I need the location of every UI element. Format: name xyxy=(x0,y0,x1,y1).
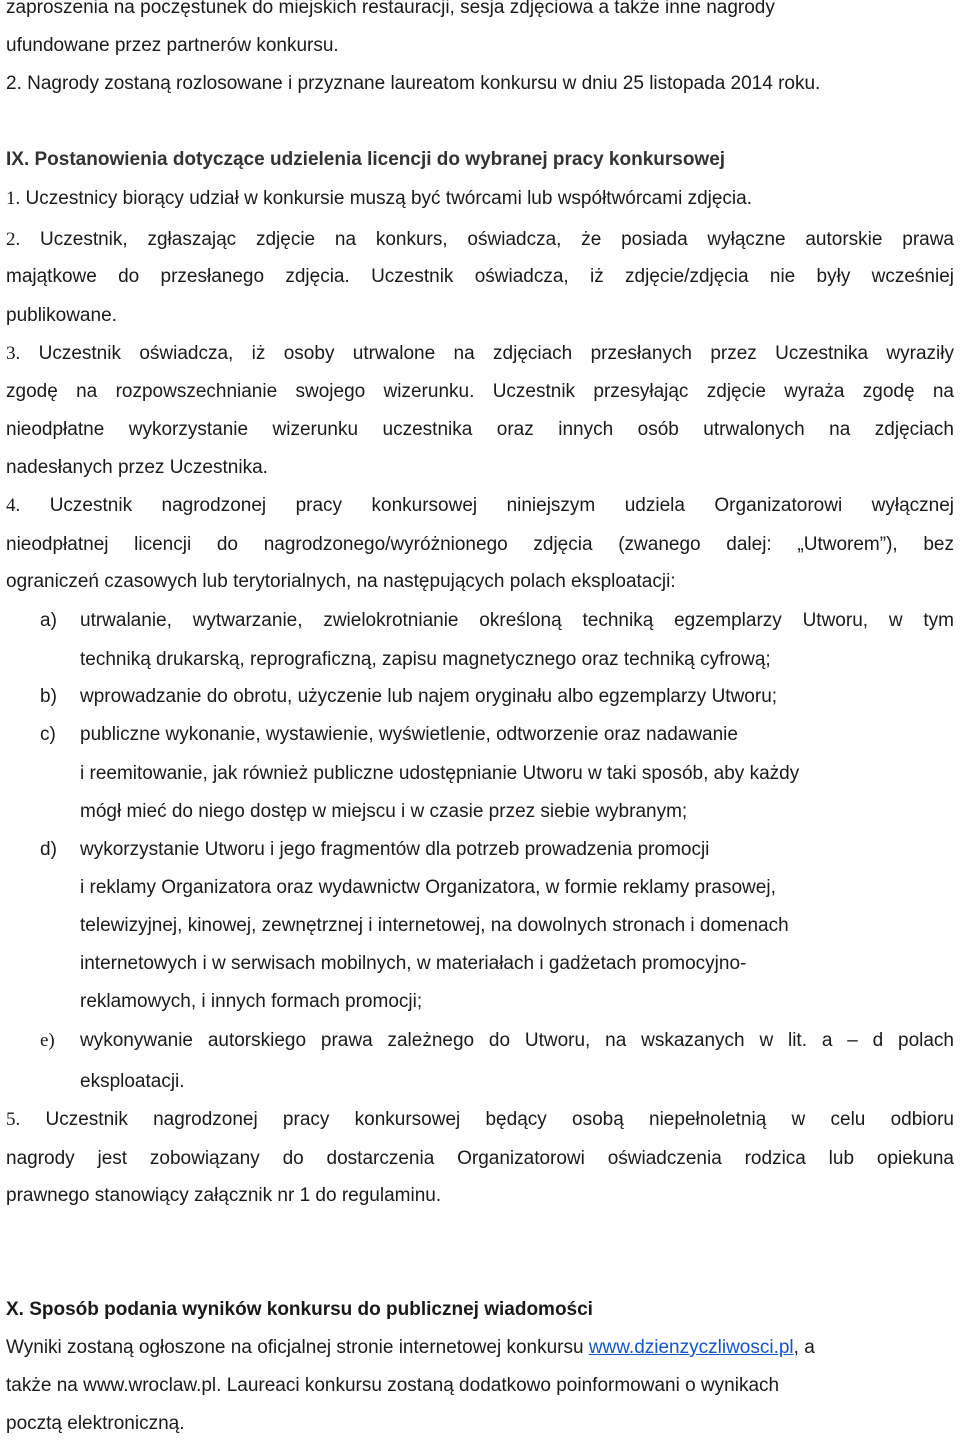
paragraph-5-line: prawnego stanowiący załącznik nr 1 do regulaminu. xyxy=(6,1185,442,1206)
text-line: zaproszenia na poczęstunek do miejskich restauracji, sesja zdjęciowa a także inne nagrody xyxy=(6,0,775,18)
list-item-e-cont: eksploatacji. xyxy=(80,1071,185,1092)
paragraph-4-line: ograniczeń czasowych lub terytorialnych, na następujących polach eksploatacji: xyxy=(6,571,676,592)
list-item-a xyxy=(0,609,960,633)
paragraph-3-line: zgodę na rozpowszechnianie swojego wizerunku. Uczestnik przesyłając zdjęcie wyraża zgodę na xyxy=(6,381,954,402)
list-item-text: wykonywanie autorskiego prawa zależnego do Utworu, na wskazanych w lit. a – d polach xyxy=(80,1030,954,1051)
paragraph-3-line: nieodpłatne wykorzystanie wizerunku uczestnika oraz innych osób utrwalonych na zdjęciach xyxy=(6,419,954,440)
list-item-text: utrwalanie, wytwarzanie, zwielokrotnianie określoną techniką egzemplarzy Utworu, w tym xyxy=(80,610,954,631)
list-item-text: wprowadzanie do obrotu, użyczenie lub najem oryginału albo egzemplarzy Utworu; xyxy=(80,686,778,707)
list-item-e xyxy=(0,1029,960,1053)
list-item-d-cont: reklamowych, i innych formach promocji; xyxy=(80,991,423,1012)
list-item-text: publiczne wykonanie, wystawienie, wyświetlenie, odtworzenie oraz nadawanie xyxy=(80,724,738,745)
list-marker: d) xyxy=(40,839,57,860)
list-item-d-cont: internetowych i w serwisach mobilnych, w materiałach i gadżetach promocyjno- xyxy=(80,953,747,974)
section-heading-ix: IX. Postanowienia dotyczące udzielenia licencji do wybranej pracy konkursowej xyxy=(6,149,726,170)
section-x-line: pocztą elektroniczną. xyxy=(6,1413,185,1434)
text-line: 2. Nagrody zostaną rozlosowane i przyznane laureatom konkursu w dniu 25 listopada 2014 roku. xyxy=(6,73,821,94)
contest-website-link[interactable]: www.dzienzyczliwosci.pl xyxy=(588,1337,794,1358)
paragraph-4-line: nieodpłatnej licencji do nagrodzonego/wyróżnionego zdjęcia (zwanego dalej: „Utworem”), bez xyxy=(6,534,954,555)
paragraph-4-line: 4. Uczestnik nagrodzonej pracy konkursowej niniejszym udziela Organizatorowi wyłącznej xyxy=(6,495,954,516)
paragraph-2-line: majątkowe do przesłanego zdjęcia. Uczestnik oświadcza, iż zdjęcie/zdjęcia nie były wcześniej xyxy=(6,266,954,287)
paragraph-5-line: 5. Uczestnik nagrodzonej pracy konkursowej będący osobą niepełnoletnią w celu odbioru xyxy=(6,1109,954,1130)
section-x-line: Wyniki zostaną ogłoszone na oficjalnej stronie internetowej konkursu www.dzienzyczliwosci.pl, a xyxy=(6,1337,815,1358)
paragraph-2-line: 2. Uczestnik, zgłaszając zdjęcie na konkurs, oświadcza, że posiada wyłączne autorskie prawa xyxy=(6,229,954,250)
list-item-c xyxy=(0,723,960,747)
section-x-line: także na www.wroclaw.pl. Laureaci konkursu zostaną dodatkowo poinformowani o wynikach xyxy=(6,1375,780,1396)
list-marker: a) xyxy=(40,610,57,631)
list-marker: c) xyxy=(40,724,56,745)
list-item-b xyxy=(0,685,960,709)
paragraph-2-line: publikowane. xyxy=(6,305,117,326)
list-marker: b) xyxy=(40,686,57,707)
list-marker: e) xyxy=(40,1030,55,1051)
list-item-c-cont: i reemitowanie, jak również publiczne udostępnianie Utworu w taki sposób, aby każdy xyxy=(80,763,800,784)
paragraph-3-line: nadesłanych przez Uczestnika. xyxy=(6,457,268,478)
section-heading-x: X. Sposób podania wyników konkursu do publicznej wiadomości xyxy=(6,1299,593,1320)
text-line: ufundowane przez partnerów konkursu. xyxy=(6,35,339,56)
list-item-text: wykorzystanie Utworu i jego fragmentów dla potrzeb prowadzenia promocji xyxy=(80,839,710,860)
list-item-d-cont: telewizyjnej, kinowej, zewnętrznej i internetowej, na dowolnych stronach i domenach xyxy=(80,915,789,936)
paragraph-3-line: 3. Uczestnik oświadcza, iż osoby utrwalone na zdjęciach przesłanych przez Uczestnika wyraziły xyxy=(6,343,954,364)
list-item-a-cont: techniką drukarską, reprograficzną, zapisu magnetycznego oraz techniką cyfrową; xyxy=(80,649,771,670)
list-item-d-cont: i reklamy Organizatora oraz wydawnictw Organizatora, w formie reklamy prasowej, xyxy=(80,877,776,898)
list-item-d xyxy=(0,838,960,862)
list-item-c-cont: mógł mieć do niego dostęp w miejscu i w czasie przez siebie wybranym; xyxy=(80,801,688,822)
paragraph-1: 1. Uczestnicy biorący udział w konkursie muszą być twórcami lub współtwórcami zdjęcia. xyxy=(6,188,753,209)
paragraph-5-line: nagrody jest zobowiązany do dostarczenia Organizatorowi oświadczenia rodzica lub opiekuna xyxy=(6,1148,954,1169)
